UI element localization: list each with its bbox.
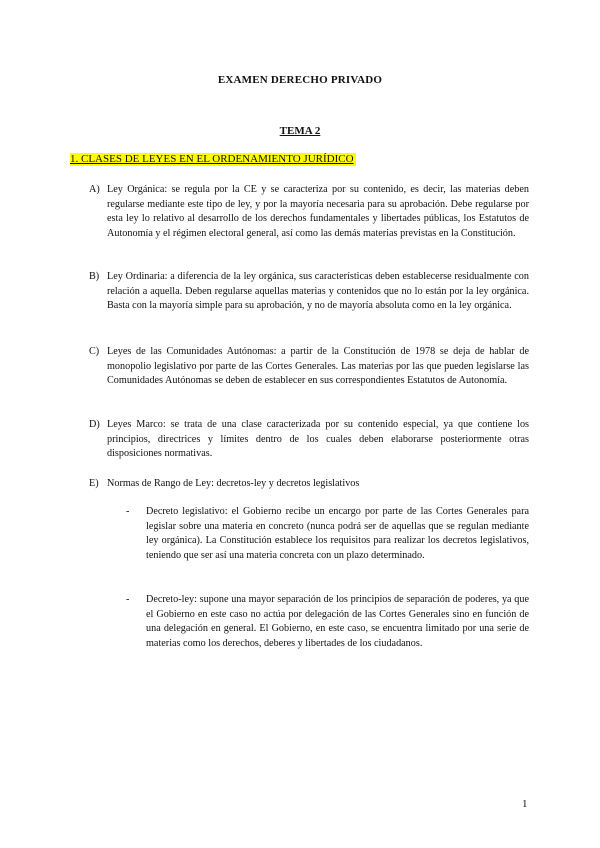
list-item-text: Ley Orgánica: se regula por la CE y se caracteriza por su contenido, es decir, las materias deben regularse mediante este tipo de ley, y por la mayoría necesaria para su aprobación. Debe regularse por esta ley lo relativo al desarrollo de los derechos fundamentales y libertades públicas, los Estatutos de Autonomía y el régimen electoral general, así como las demás materias previstas en la Constitución. — [107, 184, 529, 239]
document-title: EXAMEN DERECHO PRIVADO — [217, 74, 383, 86]
list-item-text: Normas de Rango de Ley: decretos-ley y decretos legislativos — [107, 478, 360, 489]
list-item-letter: A) — [89, 184, 100, 195]
list-item — [89, 345, 529, 389]
sub-list-item — [126, 505, 529, 563]
list-item-text: Leyes de las Comunidades Autónomas: a partir de la Constitución de 1978 se deja de hablar de monopolio legislativo por parte de las Cortes Generales. Las materias por las que pueden legislarse las Comunidades Autónomas se deben de establecer en sus correspondientes Estatutos de Autonomía. — [107, 346, 529, 387]
list-item-letter: D) — [89, 419, 100, 430]
sub-list-item-text: Decreto-ley: supone una mayor separación de los principios de separación de poderes, ya que el Gobierno en este caso no actúa por delegación de las Cortes Generales sino en función de una delegación en general. El Gobierno, en este caso, se encuentra limitado por una serie de materias como los derechos, deberes y libertades de los ciudadanos. — [146, 594, 529, 649]
list-item-letter: B) — [89, 271, 100, 282]
section-heading — [70, 152, 356, 167]
sub-list-item-text: Decreto legislativo: el Gobierno recibe un encargo por parte de las Cortes Generales para legislar sobre una materia en concreto (nunca podrá ser de aquellas que se regulan mediante ley orgánica). La Constitución establece los requisitos para realizar los decretos legislativos, teniendo que ser así una materia concreta con un plazo determinado. — [146, 506, 529, 561]
sub-list-dash: - — [126, 594, 130, 605]
list-item — [89, 477, 529, 492]
list-item — [89, 418, 529, 462]
list-item-letter: C) — [89, 346, 100, 357]
list-item — [89, 270, 529, 314]
topic-heading: TEMA 2 — [279, 125, 321, 137]
sub-list-item — [126, 593, 529, 651]
sub-list-dash: - — [126, 506, 130, 517]
list-item — [89, 183, 529, 241]
section-heading-text: 1. CLASES DE LEYES EN EL ORDENAMIENTO JURÍDICO — [70, 153, 354, 165]
list-item-letter: E) — [89, 478, 99, 489]
list-item-text: Leyes Marco: se trata de una clase caracterizada por su contenido especial, ya que contiene los principios, directrices y límites dentro de los cuales deben elaborarse posteriormente otras disposiciones normativas. — [107, 419, 529, 460]
page-number: 1 — [522, 798, 528, 810]
list-item-text: Ley Ordinaria: a diferencia de la ley orgánica, sus características deben establecerse residualmente con relación a aquella. Deben regularse aquellas materias y contenidos que no lo están por la ley orgánica. Basta con la mayoría simple para su aprobación, y no de mayoría absoluta como en la ley orgánica. — [107, 271, 529, 312]
